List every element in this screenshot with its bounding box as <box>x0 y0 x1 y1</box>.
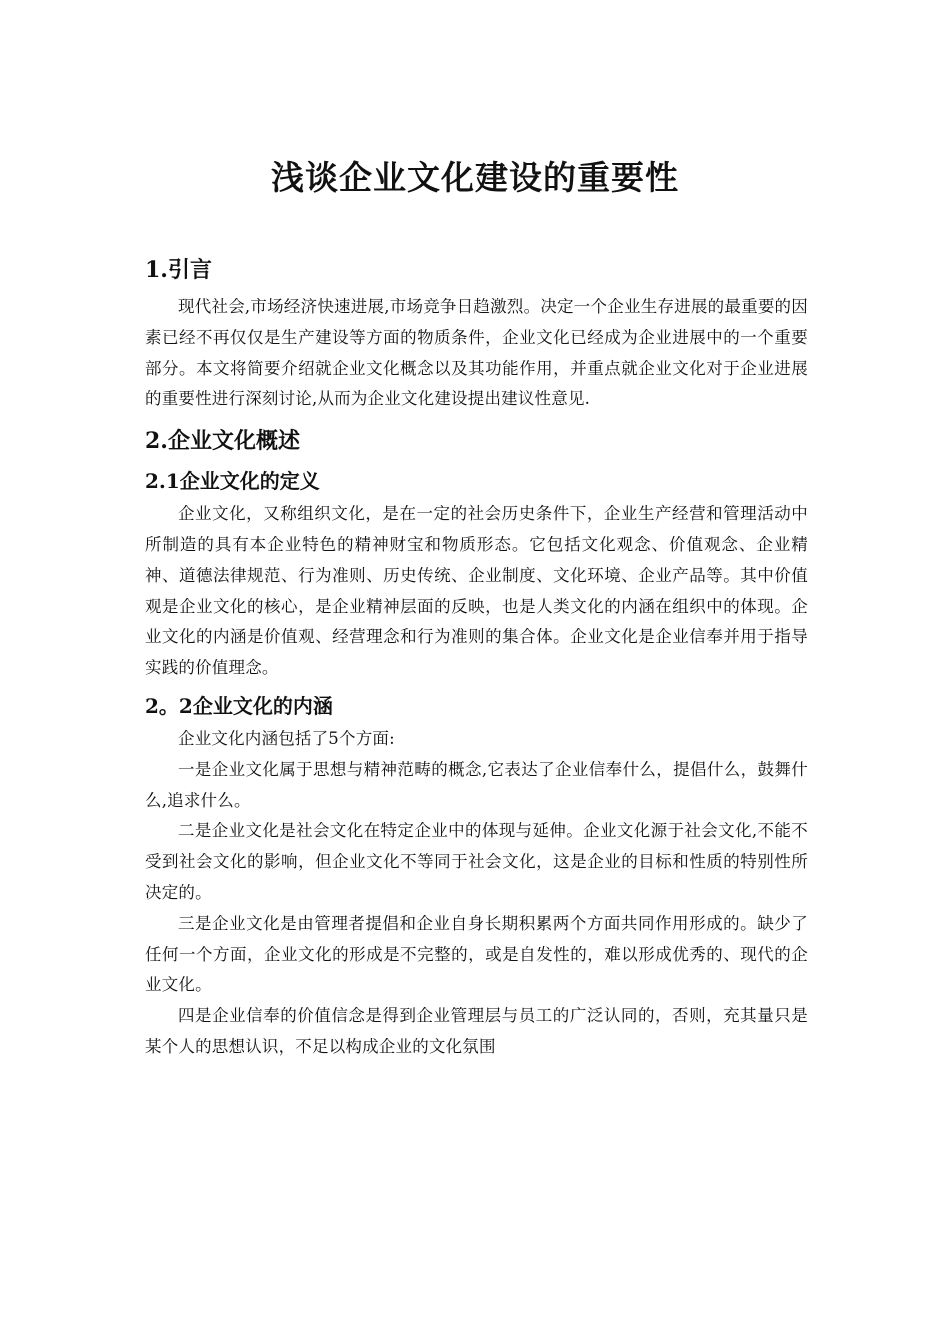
section-heading-overview: 2.企业文化概述 <box>145 428 300 455</box>
connotation-point-four: 四是企业信奉的价值信念是得到企业管理层与员工的广泛认同的，否则，充其量只是某个人的思想认识，不足以构成企业的文化氛围 <box>145 1006 808 1056</box>
document-title: 浅谈企业文化建设的重要性 <box>271 158 679 197</box>
connotation-point-three: 三是企业文化是由管理者提倡和企业自身长期积累两个方面共同作用形成的。缺少了任何一个方面，企业文化的形成是不完整的，或是自发性的，难以形成优秀的、现代的企业文化。 <box>145 913 808 995</box>
connotation-point-one: 一是企业文化属于思想与精神范畴的概念,它表达了企业信奉什么，提倡什么，鼓舞什么,追求什么。 <box>145 759 808 810</box>
introduction-paragraph: 现代社会,市场经济快速进展,市场竞争日趋激烈。决定一个企业生存进展的最重要的因素已经不再仅仅是生产建设等方面的物质条件，企业文化已经成为企业进展中的一个重要部分。本文将简要介绍就企业文化概念以及其功能作用，并重点就企业文化对于企业进展的重要性进行深刻讨论,从而为企业文化建设提出建议性意见. <box>145 297 808 409</box>
subsection-heading-definition: 2.1企业文化的定义 <box>145 469 320 494</box>
document-body <box>145 250 808 1063</box>
section-heading-introduction: 1.引言 <box>145 257 212 283</box>
connotation-point-two: 二是企业文化是社会文化在特定企业中的体现与延伸。企业文化源于社会文化,不能不受到社会文化的影响，但企业文化不等同于社会文化，这是企业的目标和性质的特别性所决定的。 <box>145 821 808 902</box>
subsection-heading-connotation: 2。2企业文化的内涵 <box>145 693 333 718</box>
connotation-intro-paragraph: 企业文化内涵包括了5个方面: <box>178 728 395 748</box>
definition-paragraph: 企业文化，又称组织文化，是在一定的社会历史条件下，企业生产经营和管理活动中所制造的具有本企业特色的精神财宝和物质形态。它包括文化观念、价值观念、企业精神、道德法律规范、行为准则、历史传统、企业制度、文化环境、企业产品等。其中价值观是企业文化的核心，是企业精神层面的反映，也是人类文化的内涵在组织中的体现。企业文化的内涵是价值观、经营理念和行为准则的集合体。企业文化是企业信奉并用于指导实践的价值理念。 <box>145 504 808 678</box>
